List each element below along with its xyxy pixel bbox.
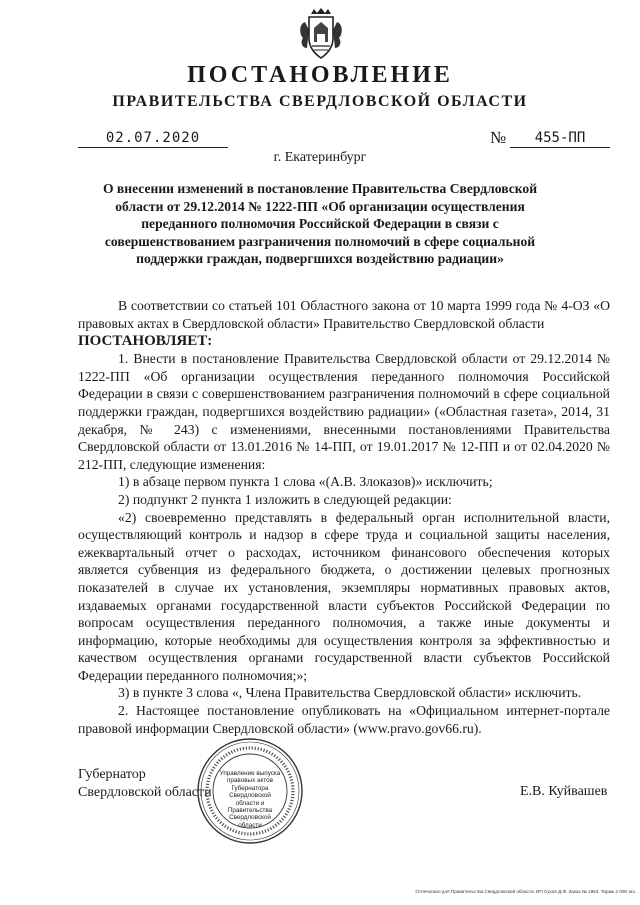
subitem-3: 3) в пункте 3 слова «, Члена Правительства Свердловской области» исключить. <box>118 685 582 701</box>
signatory-name: Е.В. Куйвашев <box>520 784 608 799</box>
city: г. Екатеринбург <box>273 150 367 165</box>
stamp-center-text: Управление выпуска правовых актов Губернатора Свердловской области и Правительства Свердловской области <box>219 770 281 829</box>
subitem-1: 1) в абзаце первом пункта 1 слова «(А.В. Злоказов)» исключить; <box>118 474 493 490</box>
document-number: 455-ПП <box>510 130 610 148</box>
subitem-2: 2) подпункт 2 пункта 1 изложить в следующей редакции: <box>118 491 452 507</box>
number-label: № <box>490 128 507 147</box>
document-title: ПОСТАНОВЛЕНИЕ <box>187 62 453 88</box>
document-date: 02.07.2020 <box>78 130 228 148</box>
coat-of-arms-emblem <box>297 8 345 60</box>
position-line-2: Свердловской области <box>78 784 212 800</box>
document-heading: О внесении изменений в постановление Правительства Свердловской области от 29.12.2014 № 1222-ПП «Об организации осуществления переданного полномочия Российской Федерации в связи с совершенствованием разграничения полномочий в сфере социальной поддержки граждан, подвергшихся воздействию радиации» <box>102 181 538 266</box>
signatory-position <box>78 766 212 801</box>
print-footer: Отпечатано для Правительства Свердловской области. ИП Сухов Д.Ф. Заказ № 1963. Тираж 2 000 экз. <box>415 889 636 894</box>
quoted-text: «2) своевременно представлять в федеральный орган исполнительной власти, осуществляющий контроль и надзор в сфере труда и социальной защиты населения, ежеквартальный отчет о расходах, источником финансового обеспечения которых является субвенция из федерального бюджета, о достижении целевых прогнозных показателей в случае их установления, экземпляры нормативных правовых актов, издаваемых органами государственной власти субъектов Российской Федерации по вопросам осуществления переданного полномочия, а также иные документы и информацию, которые необходимы для осуществления контроля за эффективностью и качеством осуществления органами государственной власти субъектов Российской Федерации переданного полномочия;»; <box>78 509 610 683</box>
issuer-name: ПРАВИТЕЛЬСТВА СВЕРДЛОВСКОЙ ОБЛАСТИ <box>112 93 528 110</box>
preamble: В соответствии со статьей 101 Областного закона от 10 марта 1999 года № 4-ОЗ «О правовых актах в Свердловской области» Правительство Свердловской области <box>78 298 610 331</box>
resolve-word: ПОСТАНОВЛЯЕТ: <box>78 333 213 350</box>
document-body <box>78 297 610 737</box>
position-line-1: Губернатор <box>78 767 146 782</box>
item-2: 2. Настоящее постановление опубликовать на «Официальном интернет-портале правовой информации Свердловской области» (www.pravo.gov66.ru). <box>78 703 610 736</box>
item-1: 1. Внести в постановление Правительства Свердловской области от 29.12.2014 № 1222-ПП «Об организации осуществления переданного полномочия Российской Федерации в связи с совершенствованием разграничения полномочий в сфере социальной поддержки граждан, подвергшихся воздействию радиации» («Областная газета», 2014, 31 декабря, № 243) с изменениями, внесенными постановлениями Правительства Свердловской области от 13.01.2016 № 14-ПП, от 19.01.2017 № 12-ПП и от 02.04.2020 № 212-ПП, следующие изменения: <box>78 351 610 472</box>
